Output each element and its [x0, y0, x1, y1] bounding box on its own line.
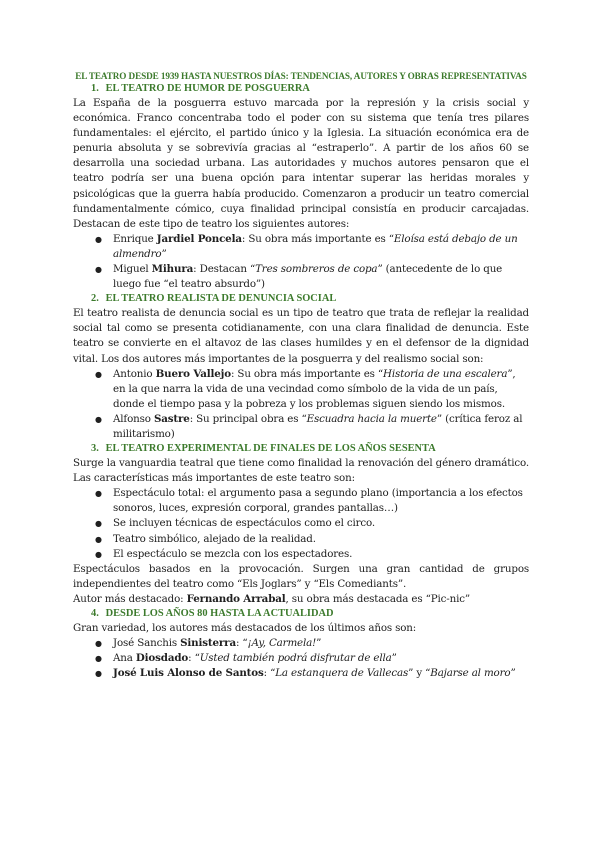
section-3-paragraph: Surge la vanguardia teatral que tiene como finalidad la renovación del género dramático. Las características más importantes de este teatro son:: [73, 457, 529, 485]
section-heading-1: [73, 82, 529, 96]
section-number: 2.: [91, 293, 99, 305]
list-item: ● Antonio Buero Vallejo: Su obra más importante es “Historia de una escalera”, en la que narra la vida de una vecindad como símbolo de la vida de un país, donde el tiempo pasa y la pobreza y los problemas siguen siendo los mismos.: [113, 367, 529, 412]
document-title: EL TEATRO DESDE 1939 HASTA NUESTROS DÍAS: TENDENCIAS, AUTORES Y OBRAS REPRESENTATIVAS: [75, 71, 527, 81]
section-title: EL TEATRO EXPERIMENTAL DE FINALES DE LOS AÑOS SESENTA: [105, 443, 436, 455]
section-1-paragraph: La España de la posguerra estuvo marcada por la represión y la crisis social y económica. Franco concentraba todo el poder con su sistema que tenía tres pilares fundamentales: el ejército, el partido único y la Iglesia. La situación económica era de penuria absoluta y se sobrevivía gracias al “estraperlo”. A partir de los años 60 se desarrolla una sociedad urbana. Las autoridades y muchos autores pensaron que el teatro podría ser una buena opción para intentar superar las heridas morales y psicológicas que la guerra había producido. Comenzaron a producir un teatro comercial fundamentalmente cómico, cuya finalidad principal consistía en producir carcajadas. Destacan de este tipo de teatro los siguientes autores:: [73, 97, 529, 230]
list-item: ● Teatro simbólico, alejado de la realidad.: [113, 532, 529, 547]
list-item: ● El espectáculo se mezcla con los espectadores.: [113, 547, 529, 562]
section-heading-3: [73, 442, 529, 456]
section-heading-4: [73, 607, 529, 621]
document-page: [73, 70, 529, 681]
section-number: 1.: [91, 83, 99, 94]
author-name: Sinisterra: [180, 637, 236, 650]
section-3-list: [73, 486, 529, 561]
list-item: ● Enrique Jardiel Poncela: Su obra más importante es “Eloísa está debajo de un almendro”: [113, 232, 529, 262]
section-title: DESDE LOS AÑOS 80 HASTA LA ACTUALIDAD: [105, 608, 334, 619]
list-item: ● Alfonso Sastre: Su principal obra es “Escuadra hacia la muerte” (crítica feroz al militarismo): [113, 412, 529, 442]
work-title: Usted también podrá disfrutar de ella: [199, 652, 392, 665]
section-3-paragraph-2: Espectáculos basados en la provocación. Surgen una gran cantidad de grupos independientes del teatro como “Els Joglars” y “Els Comediants”.: [73, 562, 529, 590]
section-3-author-line: Autor más destacado: Fernando Arrabal, su obra más destacada es “Pic-nic”: [73, 592, 470, 605]
list-item: ● Espectáculo total: el argumento pasa a segundo plano (importancia a los efectos sonoros, luces, expresión corporal, grandes pantallas…): [113, 486, 529, 516]
work-title: Escuadra hacia la muerte: [306, 412, 437, 425]
section-number: 3.: [91, 443, 99, 455]
list-item: ● Miguel Mihura: Destacan “Tres sombreros de copa” (antecedente de lo que luego fue “el teatro absurdo”): [113, 262, 529, 292]
work-title: Eloísa está debajo de un almendro: [113, 232, 518, 260]
section-4-list: [73, 636, 529, 681]
work-title: Bajarse al moro: [430, 667, 511, 680]
author-name: Sastre: [153, 412, 190, 425]
section-title: EL TEATRO DE HUMOR DE POSGUERRA: [105, 83, 310, 94]
list-item: ● José Luis Alonso de Santos: “La estanquera de Vallecas” y “Bajarse al moro”: [113, 666, 529, 681]
author-name: Fernando Arrabal: [186, 592, 286, 605]
section-heading-2: [73, 292, 529, 306]
section-1-list: [73, 232, 529, 292]
list-item: ● Ana Diosdado: “Usted también podrá disfrutar de ella”: [113, 651, 529, 666]
work-title: ¡Ay, Carmela!: [247, 637, 317, 650]
list-item: ● José Sanchis Sinisterra: “¡Ay, Carmela!”: [113, 636, 529, 651]
section-4-paragraph: Gran variedad, los autores más destacados de los últimos años son:: [73, 622, 417, 634]
author-name: Jardiel Poncela: [156, 232, 242, 245]
author-name: José Luis Alonso de Santos: [113, 667, 264, 680]
author-name: Diosdado: [135, 652, 189, 665]
author-name: Buero Vallejo: [155, 367, 231, 380]
work-title: Historia de una escalera: [383, 367, 508, 380]
author-name: Mihura: [151, 263, 194, 276]
section-number: 4.: [91, 608, 99, 619]
section-2-paragraph: El teatro realista de denuncia social es un tipo de teatro que trata de reflejar la realidad social tal como se presenta cotidianamente, con una clara finalidad de denuncia. Este teatro se convierte en el altavoz de las clases humildes y en el defensor de la dignidad vital. Los dos autores más importantes de la posguerra y del realismo social son:: [73, 307, 529, 365]
list-item: ● Se incluyen técnicas de espectáculos como el circo.: [113, 516, 529, 531]
section-title: EL TEATRO REALISTA DE DENUNCIA SOCIAL: [105, 293, 337, 305]
section-2-list: [73, 367, 529, 442]
work-title: Tres sombreros de copa: [255, 263, 378, 276]
work-title: La estanquera de Vallecas: [275, 667, 409, 680]
